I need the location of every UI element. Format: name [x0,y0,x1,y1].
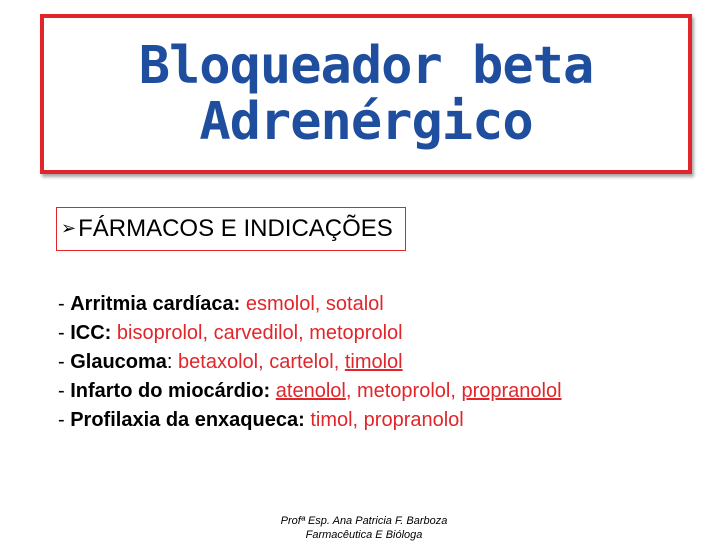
arrow-bullet-icon: ➢ [61,218,77,238]
drug-name: timolol [344,351,403,373]
indication-label: ICC: [70,322,112,344]
list-item [58,290,562,319]
drug-name: sotalol [325,293,384,315]
drug-name: esmolol [245,293,315,315]
title-line-1: Bloqueador beta [138,36,594,96]
item-dash: - [58,293,71,315]
footer-author: Profª Esp. Ana Patricia F. Barboza [280,515,448,527]
indication-label: Arritmia cardíaca: [70,293,241,315]
item-dash: - [58,409,71,431]
indication-label: Glaucoma [70,351,167,373]
item-dash: - [58,322,71,344]
subtitle-box [56,207,406,251]
item-separator: : [166,351,179,373]
drug-name: timol, propranolol [310,409,464,431]
footer [0,514,728,542]
drug-name: betaxolol, cartelol, [178,351,345,373]
list-item [58,377,562,406]
item-dash: - [58,380,71,402]
drug-name: , [314,293,326,315]
indication-list [58,290,562,435]
indication-label: Profilaxia da enxaqueca: [70,409,305,431]
title-box [40,14,692,174]
drug-name: atenolol [275,380,346,402]
drug-name: propranolol [461,380,562,402]
section-heading-text: FÁRMACOS E INDICAÇÕES [78,215,393,242]
section-heading [61,215,393,243]
title-line-2: Adrenérgico [199,92,533,152]
footer-role: Farmacêutica E Bióloga [305,529,423,541]
list-item [58,348,562,377]
indication-label: Infarto do miocárdio: [70,380,271,402]
item-dash: - [58,351,71,373]
list-item [58,319,562,348]
drug-name: , metoprolol, [345,380,462,402]
drug-name: bisoprolol, carvedilol, metoprolol [116,322,403,344]
list-item [58,406,562,435]
